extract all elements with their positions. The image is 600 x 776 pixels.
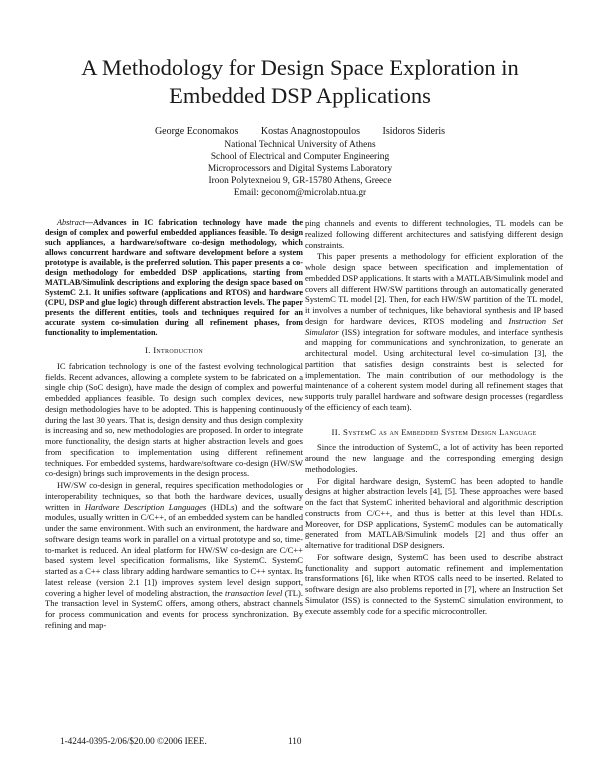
author-list <box>40 125 560 138</box>
author-name: George Economakos <box>154 126 239 137</box>
body-paragraph: Since the introduction of SystemC, a lot of activity has been reported around the new language and the corresponding emerging design methodologies. <box>305 442 563 474</box>
section-number: I. <box>144 345 151 355</box>
section-heading-systemc <box>305 427 563 438</box>
abstract <box>45 218 303 338</box>
body-paragraph: For digital hardware design, SystemC has been adopted to handle designs at higher abstraction levels [4], [5]. These approaches were based on the fact that SystemC inherited behavioral and algorithmic description constructs from C/C++, and thus is better at this level than HDLs. Moreover, for DSP applications, SystemC modules can be automatically generated from MATLAB/Simulink models [2] and thus offer an alternative for traditional DSP designers. <box>305 475 563 550</box>
author-email: Email: geconom@microlab.ntua.gr <box>233 188 367 198</box>
affiliation-line: School of Electrical and Computer Engineering <box>210 152 390 162</box>
author-name: Kostas Anagnostopoulos <box>260 126 361 137</box>
right-column <box>305 218 563 617</box>
title-line-1: A Methodology for Design Space Exploration in <box>81 55 519 80</box>
section-title: Introduction <box>153 345 204 355</box>
author-name: Isidoros Sideris <box>382 126 446 137</box>
section-number: II. <box>331 426 341 437</box>
title-line-2: Embedded DSP Applications <box>169 83 431 108</box>
text-run: This paper presents a methodology for efficient exploration of the whole design space between specification and implementation of embedded DSP applications. It starts with a MATLAB/Simulink model and covers all different HW/SW partitions through an automatically generated SystemC TL model [2]. Then, for each HW/SW partition of the TL model, it involves a number of techniques, like behavioral synthesis and IP based design for hardware devices, RTOS modeling and <box>305 251 563 326</box>
affiliation-line: Iroon Polytexneiou 9, GR-15780 Athens, Greece <box>208 176 392 186</box>
body-paragraph <box>305 251 563 412</box>
body-paragraph: For software design, SystemC has been used to describe abstract functionality and support automatic refinement and implementation transformations [6], like when RTOS calls need to be inserted. Related to software design are also problems reported in [7], where an Instruction Set Simulator (ISS) is connected to the SystemC simulation environment, to execute assembly code for a specific microcontroller. <box>305 551 563 616</box>
section-heading-introduction <box>45 345 303 356</box>
italic-term: transaction level <box>225 587 283 598</box>
left-column <box>45 218 303 632</box>
body-paragraph: ping channels and events to different technologies, TL models can be realized following different architectures and satisfying different design constraints. <box>305 218 563 250</box>
section-title: SystemC as an Embedded System Design Language <box>343 426 537 437</box>
affiliation-block <box>60 139 540 199</box>
italic-term: Hardware Description Languages <box>84 501 207 512</box>
italic-term: Instruction Set Simulator <box>305 315 563 337</box>
paper-title <box>40 54 560 110</box>
text-run: (ISS) integration for software modules, and interface synthesis and mapping for communications and synchronization, to generate an architectural model. Using architectural level co-simulation [3], the partition that satisfies design constraints best is selected for implementation. The main contribution of our methodology is the maintenance of a coherent system model during all refinement stages that supports truly parallel hardware and software design processes (regardless of the efficiency of each team). <box>305 326 563 412</box>
abstract-label: Abstract <box>57 218 85 227</box>
affiliation-line: National Technical University of Athens <box>224 140 376 150</box>
abstract-text: —Advances in IC fabrication technology have made the design of complex and powerful embedded appliances feasible. To design such appliances, a hardware/software co-design methodology, which allows concurrent hardware and software development before a system prototype is available, is the preferred solution. This paper presents a co-design methodology for embedded DSP applications, starting from MATLAB/Simulink descriptions and exploring the design space based on SystemC 2.1. It unifies software (applications and RTOS) and hardware (CPU, DSP and glue logic) through different abstraction levels. The paper presents the different entities, tools and techniques required for an accurate system co-simulation during all refinement phases, from functionality to implementation. <box>45 218 303 337</box>
body-paragraph: IC fabrication technology is one of the fastest evolving technological fields. Recent advances, allowing a complete system to be fabricated on a single chip (SoC design), have made the design of complex and powerful embedded appliances feasible. To design such complex devices, new design methodologies have to be adopted. This is happening continuously during the last 30 years. That is, design density and thus design complexity is increasing and so, new methodologies are proposed. In order to integrate more functionality, the design starts at higher abstraction levels and goes from specification to implementation using different refinement techniques. For embedded systems, hardware/software co-design (HW/SW co-design) brings such improvements in the design process. <box>45 360 303 479</box>
text-run: (HDLs) and the software modules, usually written in C/C++, of an embedded system can be handled under the same environment. With such an environment, the hardware and software design teams work in parallel on a virtual prototype and so, time-to-market is reduced. An ideal platform for HW/SW co-design are C/C++ based system level specification formalisms, like SystemC. SystemC started as a C++ class library adding hardware semantics to C++ syntax. Its latest release (version 2.1 [1]) improves system level design support, covering a higher level of modeling abstraction, the <box>45 501 304 598</box>
text-run: HW/SW co-design in general, requires specification methodologies or interoperability techniques, so that both the hardware devices, usually written in <box>45 480 303 512</box>
affiliation-line: Microprocessors and Digital Systems Laboratory <box>207 164 393 174</box>
copyright-notice: 1-4244-0395-2/06/$20.00 ©2006 IEEE. <box>60 736 207 746</box>
page-number: 110 <box>288 736 302 746</box>
body-paragraph <box>45 480 303 631</box>
text-run: (TL). The transaction level in SystemC offers, among others, abstract channels for process communication and events for process synchronization. By refining and map- <box>45 587 303 630</box>
